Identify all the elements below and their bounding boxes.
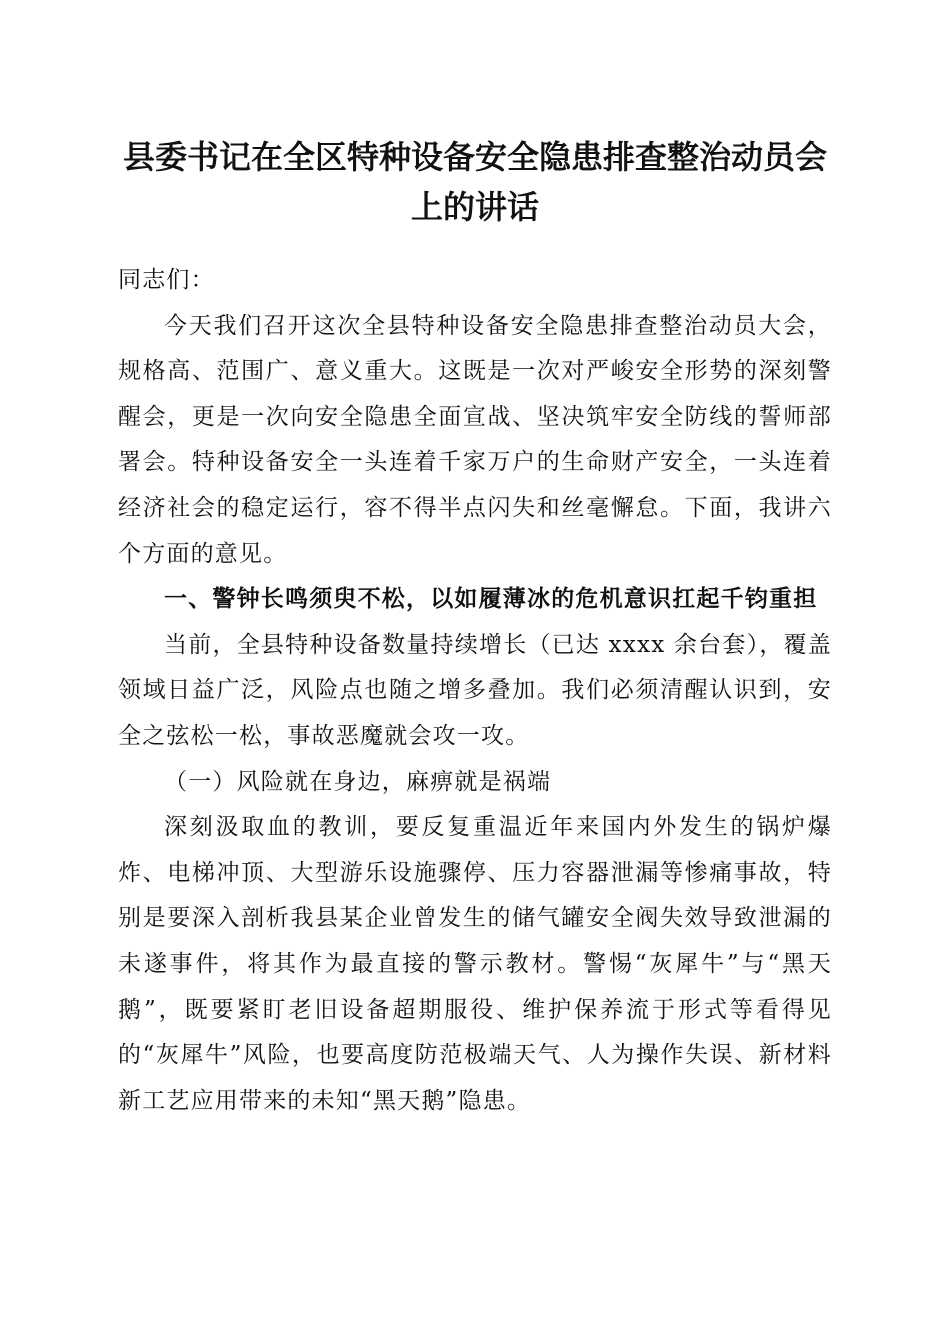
document-title: 县委书记在全区特种设备安全隐患排查整治动员会上的讲话 <box>122 138 827 226</box>
section-1-paragraph: 当前，全县特种设备数量持续增长（已达 xxxx 余台套），覆盖领域日益广泛，风险点也随之增多叠加。我们必须清醒认识到，安全之弦松一松，事故恶魔就会攻一攻。 <box>118 631 832 749</box>
document-body <box>118 258 832 1124</box>
intro-paragraph: 今天我们召开这次全县特种设备安全隐患排查整治动员大会，规格高、范围广、意义重大。这既是一次对严峻安全形势的深刻警醒会，更是一次向安全隐患全面宣战、坚决筑牢安全防线的誓师部署会。特种设备安全一头连着千家万户的生命财产安全，一头连着经济社会的稳定运行，容不得半点闪失和丝毫懈怠。下面，我讲六个方面的意见。 <box>118 312 832 567</box>
subsection-heading-1: （一）风险就在身边，麻痹就是祸端 <box>164 768 552 795</box>
section-heading-1: 一、警钟长鸣须臾不松，以如履薄冰的危机意识扛起千钧重担 <box>164 586 818 613</box>
subsection-1-paragraph: 深刻汲取血的教训，要反复重温近年来国内外发生的锅炉爆炸、电梯冲顶、大型游乐设施骤停、压力容器泄漏等惨痛事故，特别是要深入剖析我县某企业曾发生的储气罐安全阀失效导致泄漏的未遂事件，将其作为最直接的警示教材。警惕“灰犀牛”与“黑天鹅”，既要紧盯老旧设备超期服役、维护保养流于形式等看得见的“灰犀牛”风险，也要高度防范极端天气、人为操作失误、新材料新工艺应用带来的未知“黑天鹅”隐患。 <box>118 814 832 1114</box>
salutation: 同志们： <box>118 267 215 293</box>
